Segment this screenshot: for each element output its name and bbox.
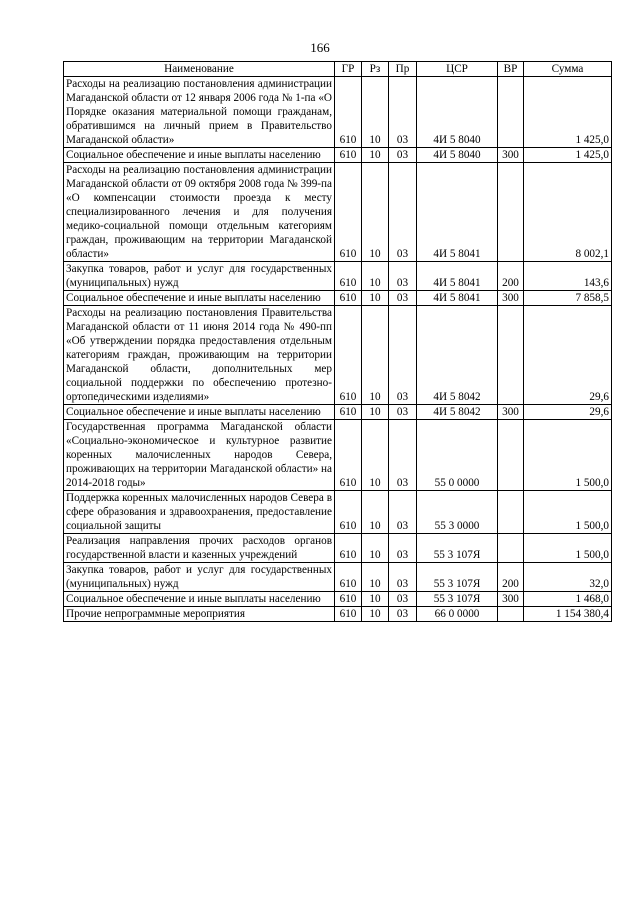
table-row	[64, 607, 612, 622]
row-vr: 200	[498, 563, 524, 592]
row-gr: 610	[335, 77, 362, 148]
row-vr	[498, 491, 524, 534]
row-name: Расходы на реализацию постановления администрации Магаданской области от 09 октября 2008 года № 399-па «О компенсации стоимости проезда к месту специализированного лечения и для получения медико-социальной помощи отдельным категориям граждан, проживающим на территории Магаданской области»	[64, 163, 335, 262]
table-row	[64, 306, 612, 405]
row-gr: 610	[335, 148, 362, 163]
row-rz: 10	[362, 262, 389, 291]
row-name: Социальное обеспечение и иные выплаты населению	[64, 148, 335, 163]
table-row	[64, 77, 612, 148]
row-csr: 55 3 107Я	[417, 563, 498, 592]
row-csr: 4И 5 8040	[417, 77, 498, 148]
row-sum: 1 425,0	[524, 148, 612, 163]
row-rz: 10	[362, 77, 389, 148]
row-name: Прочие непрограммные мероприятия	[64, 607, 335, 622]
table-row	[64, 148, 612, 163]
row-name: Реализация направления прочих расходов органов государственной власти и казенных учреждений	[64, 534, 335, 563]
table-row	[64, 405, 612, 420]
row-vr: 300	[498, 291, 524, 306]
row-gr: 610	[335, 563, 362, 592]
row-pr: 03	[389, 148, 417, 163]
row-name: Закупка товаров, работ и услуг для государственных (муниципальных) нужд	[64, 563, 335, 592]
row-name: Социальное обеспечение и иные выплаты населению	[64, 592, 335, 607]
row-csr: 55 3 107Я	[417, 534, 498, 563]
table-row	[64, 592, 612, 607]
row-vr	[498, 420, 524, 491]
row-sum: 8 002,1	[524, 163, 612, 262]
row-rz: 10	[362, 291, 389, 306]
table-row	[64, 534, 612, 563]
table-header-row	[64, 62, 612, 77]
row-sum: 1 500,0	[524, 420, 612, 491]
header-name: Наименование	[64, 62, 335, 77]
table-row	[64, 291, 612, 306]
row-name: Социальное обеспечение и иные выплаты населению	[64, 405, 335, 420]
row-gr: 610	[335, 420, 362, 491]
row-csr: 55 3 0000	[417, 491, 498, 534]
row-gr: 610	[335, 405, 362, 420]
table-row	[64, 491, 612, 534]
row-csr: 4И 5 8042	[417, 306, 498, 405]
row-pr: 03	[389, 592, 417, 607]
row-csr: 4И 5 8041	[417, 291, 498, 306]
row-gr: 610	[335, 306, 362, 405]
row-pr: 03	[389, 77, 417, 148]
row-vr: 200	[498, 262, 524, 291]
budget-table	[63, 61, 612, 622]
row-pr: 03	[389, 291, 417, 306]
row-name: Закупка товаров, работ и услуг для государственных (муниципальных) нужд	[64, 262, 335, 291]
row-pr: 03	[389, 405, 417, 420]
table-body	[64, 77, 612, 622]
row-sum: 1 500,0	[524, 534, 612, 563]
row-rz: 10	[362, 534, 389, 563]
row-sum: 29,6	[524, 405, 612, 420]
row-pr: 03	[389, 534, 417, 563]
row-pr: 03	[389, 607, 417, 622]
row-rz: 10	[362, 592, 389, 607]
table-row	[64, 163, 612, 262]
row-vr: 300	[498, 405, 524, 420]
row-vr	[498, 534, 524, 563]
row-pr: 03	[389, 306, 417, 405]
row-rz: 10	[362, 420, 389, 491]
row-vr: 300	[498, 148, 524, 163]
row-csr: 55 0 0000	[417, 420, 498, 491]
row-pr: 03	[389, 491, 417, 534]
row-sum: 1 154 380,4	[524, 607, 612, 622]
row-rz: 10	[362, 491, 389, 534]
table-row	[64, 420, 612, 491]
row-pr: 03	[389, 163, 417, 262]
row-sum: 32,0	[524, 563, 612, 592]
row-rz: 10	[362, 405, 389, 420]
row-rz: 10	[362, 607, 389, 622]
row-vr: 300	[498, 592, 524, 607]
row-csr: 4И 5 8041	[417, 262, 498, 291]
row-sum: 1 425,0	[524, 77, 612, 148]
row-sum: 1 500,0	[524, 491, 612, 534]
header-vr: ВР	[498, 62, 524, 77]
row-rz: 10	[362, 563, 389, 592]
row-csr: 4И 5 8042	[417, 405, 498, 420]
header-gr: ГР	[335, 62, 362, 77]
row-gr: 610	[335, 163, 362, 262]
header-pr: Пр	[389, 62, 417, 77]
table-row	[64, 563, 612, 592]
row-vr	[498, 306, 524, 405]
row-sum: 143,6	[524, 262, 612, 291]
row-gr: 610	[335, 491, 362, 534]
row-name: Поддержка коренных малочисленных народов Севера в сфере образования и здравоохранения, предоставление социальной защиты	[64, 491, 335, 534]
row-gr: 610	[335, 607, 362, 622]
row-vr	[498, 77, 524, 148]
row-sum: 7 858,5	[524, 291, 612, 306]
row-rz: 10	[362, 163, 389, 262]
row-name: Социальное обеспечение и иные выплаты населению	[64, 291, 335, 306]
row-pr: 03	[389, 420, 417, 491]
row-csr: 4И 5 8041	[417, 163, 498, 262]
row-pr: 03	[389, 262, 417, 291]
page-number: 166	[310, 40, 330, 55]
row-gr: 610	[335, 262, 362, 291]
row-gr: 610	[335, 592, 362, 607]
row-name: Расходы на реализацию постановления Правительства Магаданской области от 11 июня 2014 года № 490-пп «Об утверждении порядка предоставления отдельным категориям граждан, проживающим на территории Магаданской области, дополнительных мер социальной поддержки по обеспечению протезно-ортопедическими изделиями»	[64, 306, 335, 405]
row-gr: 610	[335, 291, 362, 306]
row-rz: 10	[362, 306, 389, 405]
row-csr: 55 3 107Я	[417, 592, 498, 607]
row-name: Расходы на реализацию постановления администрации Магаданской области от 12 января 2006 года № 1-па «О Порядке оказания материальной помощи гражданам, обратившимся на личный прием в Правительство Магаданской области»	[64, 77, 335, 148]
row-sum: 29,6	[524, 306, 612, 405]
row-gr: 610	[335, 534, 362, 563]
row-pr: 03	[389, 563, 417, 592]
row-rz: 10	[362, 148, 389, 163]
header-csr: ЦСР	[417, 62, 498, 77]
header-rz: Рз	[362, 62, 389, 77]
row-vr	[498, 163, 524, 262]
table-row	[64, 262, 612, 291]
row-vr	[498, 607, 524, 622]
row-name: Государственная программа Магаданской области «Социально-экономическое и культурное развитие коренных малочисленных народов Севера, проживающих на территории Магаданской области» на 2014-2018 годы»	[64, 420, 335, 491]
header-sum: Сумма	[524, 62, 612, 77]
row-sum: 1 468,0	[524, 592, 612, 607]
row-csr: 4И 5 8040	[417, 148, 498, 163]
row-csr: 66 0 0000	[417, 607, 498, 622]
